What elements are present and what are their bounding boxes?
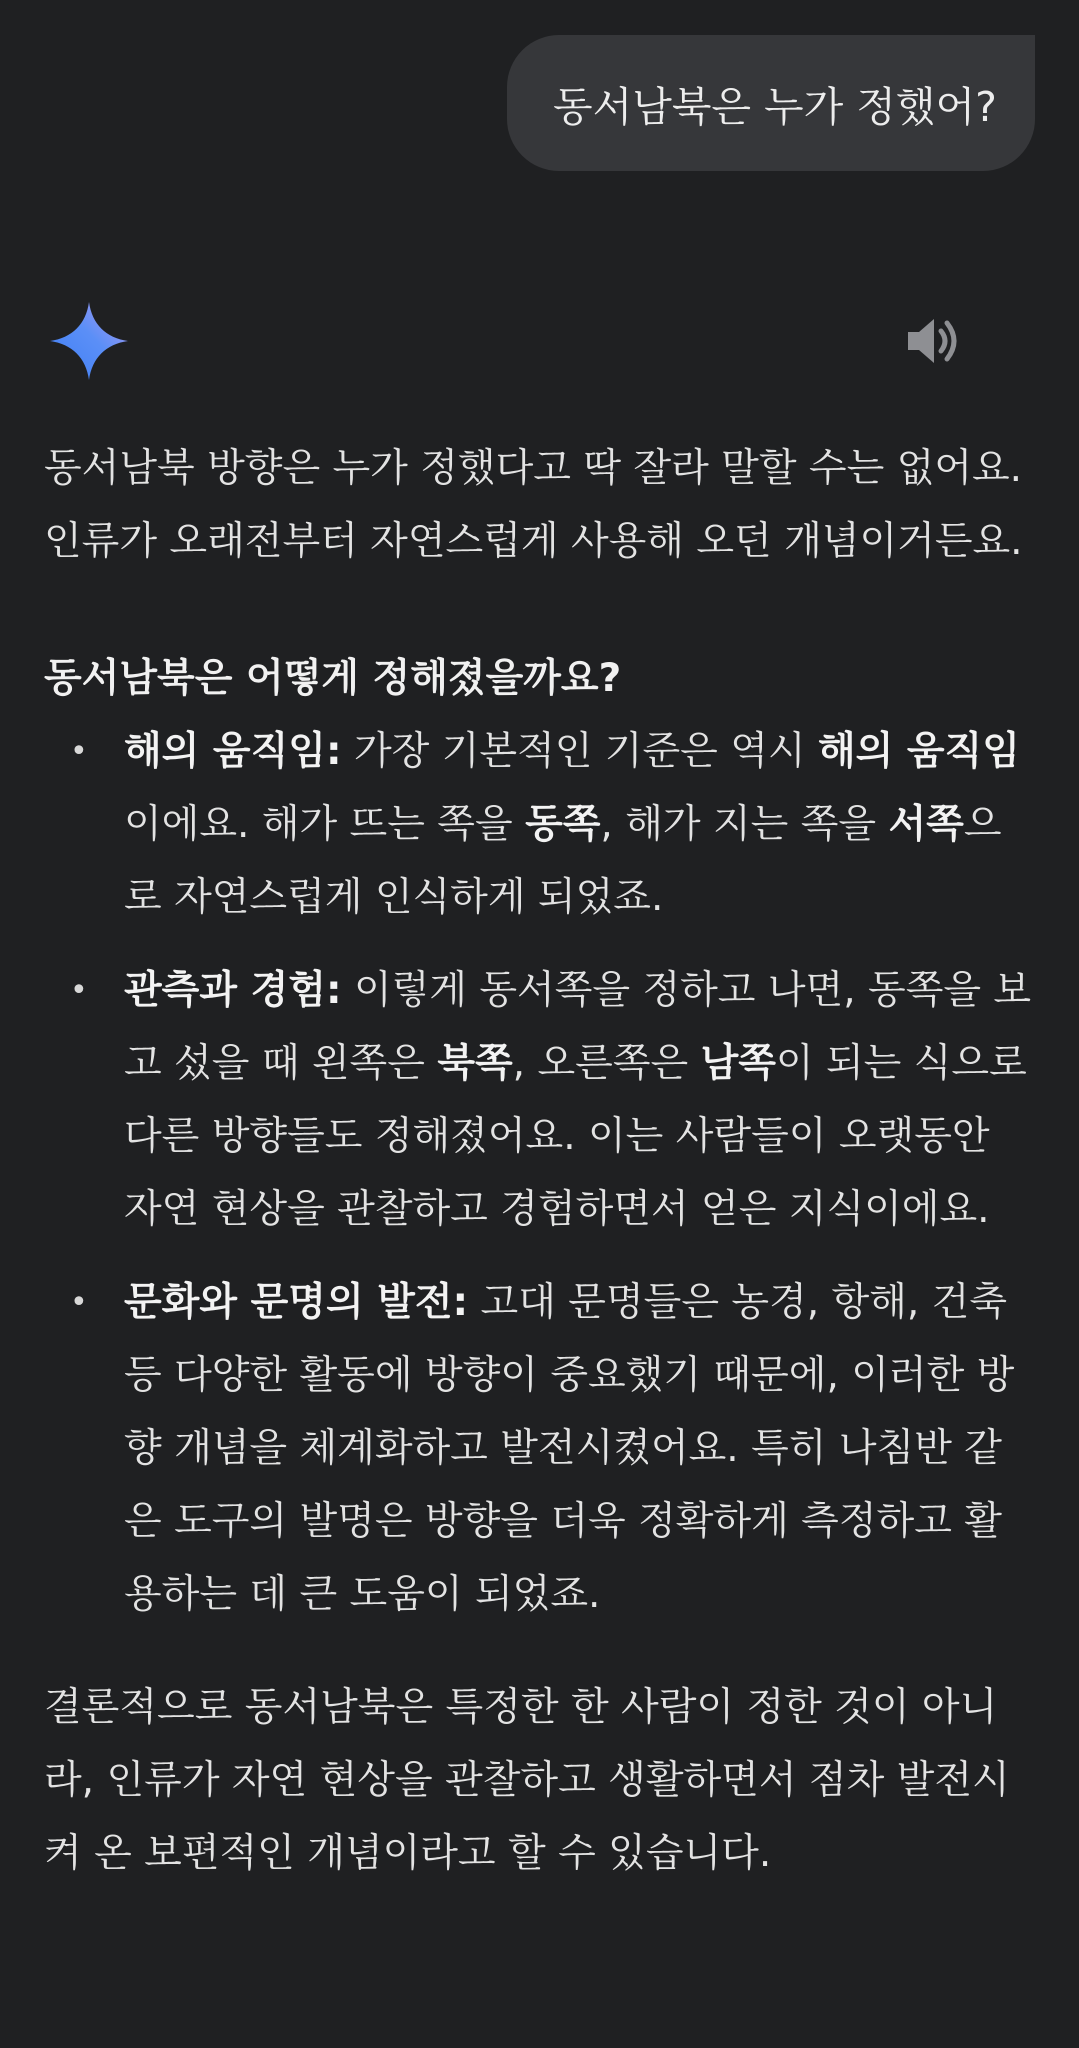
point-emphasis: 북쪽: [437, 1041, 513, 1086]
user-message-bubble: [507, 35, 1035, 171]
point-emphasis: 서쪽: [888, 802, 964, 847]
response-bullet-list: [44, 715, 1034, 1631]
point-text: 이렇게 동서쪽을 정하고 나면, 동쪽을 보고 섰을 때 왼쪽은: [124, 968, 1032, 1086]
speaker-icon[interactable]: [904, 312, 962, 370]
list-item: [44, 715, 1034, 934]
point-title: 해의 움직임:: [124, 729, 342, 774]
point-emphasis: 동쪽: [525, 802, 601, 847]
point-emphasis: 해의 움직임: [817, 729, 1020, 774]
point-title: 관측과 경험:: [124, 968, 342, 1013]
point-text: 고대 문명들은 농경, 항해, 건축 등 다양한 활동에 방향이 중요했기 때문에, 이러한 방향 개념을 체계화하고 발전시켰어요. 특히 나침반 같은 도구의 발명은 방향을 더욱 정확하게 측정하고 활용하는 데 큰 도움이 되었죠.: [124, 1280, 1015, 1617]
response-conclusion: 결론적으로 동서남북은 특정한 한 사람이 정한 것이 아니라, 인류가 자연 현상을 관찰하고 생활하면서 점차 발전시켜 온 보편적인 개념이라고 할 수 있습니다.: [44, 1685, 1010, 1876]
gemini-sparkle-icon: [48, 300, 130, 382]
response-intro: 동서남북 방향은 누가 정했다고 딱 잘라 말할 수는 없어요. 인류가 오래전부터 자연스럽게 사용해 오던 개념이거든요.: [44, 446, 1023, 564]
point-text: , 해가 지는 쪽을: [600, 802, 889, 847]
point-text: , 오른쪽은: [512, 1041, 701, 1086]
response-heading: 동서남북은 어떻게 정해졌을까요?: [44, 656, 622, 701]
point-text: 가장 기본적인 기준은 역시: [341, 729, 818, 774]
point-emphasis: 남쪽: [700, 1041, 776, 1086]
user-message-text: 동서남북은 누가 정했어?: [553, 82, 997, 131]
point-title: 문화와 문명의 발전:: [124, 1280, 469, 1325]
list-item: [44, 1266, 1034, 1631]
assistant-response: [44, 432, 1034, 1890]
point-text: 이에요. 해가 뜨는 쪽을: [124, 802, 526, 847]
point-text: 으로 자연스럽게 인식하게 되었죠.: [124, 802, 1002, 920]
point-text: 이 되는 식으로 다른 방향들도 정해졌어요. 이는 사람들이 오랫동안 자연 현상을 관찰하고 경험하면서 얻은 지식이에요.: [124, 1041, 1027, 1232]
list-item: [44, 954, 1034, 1246]
